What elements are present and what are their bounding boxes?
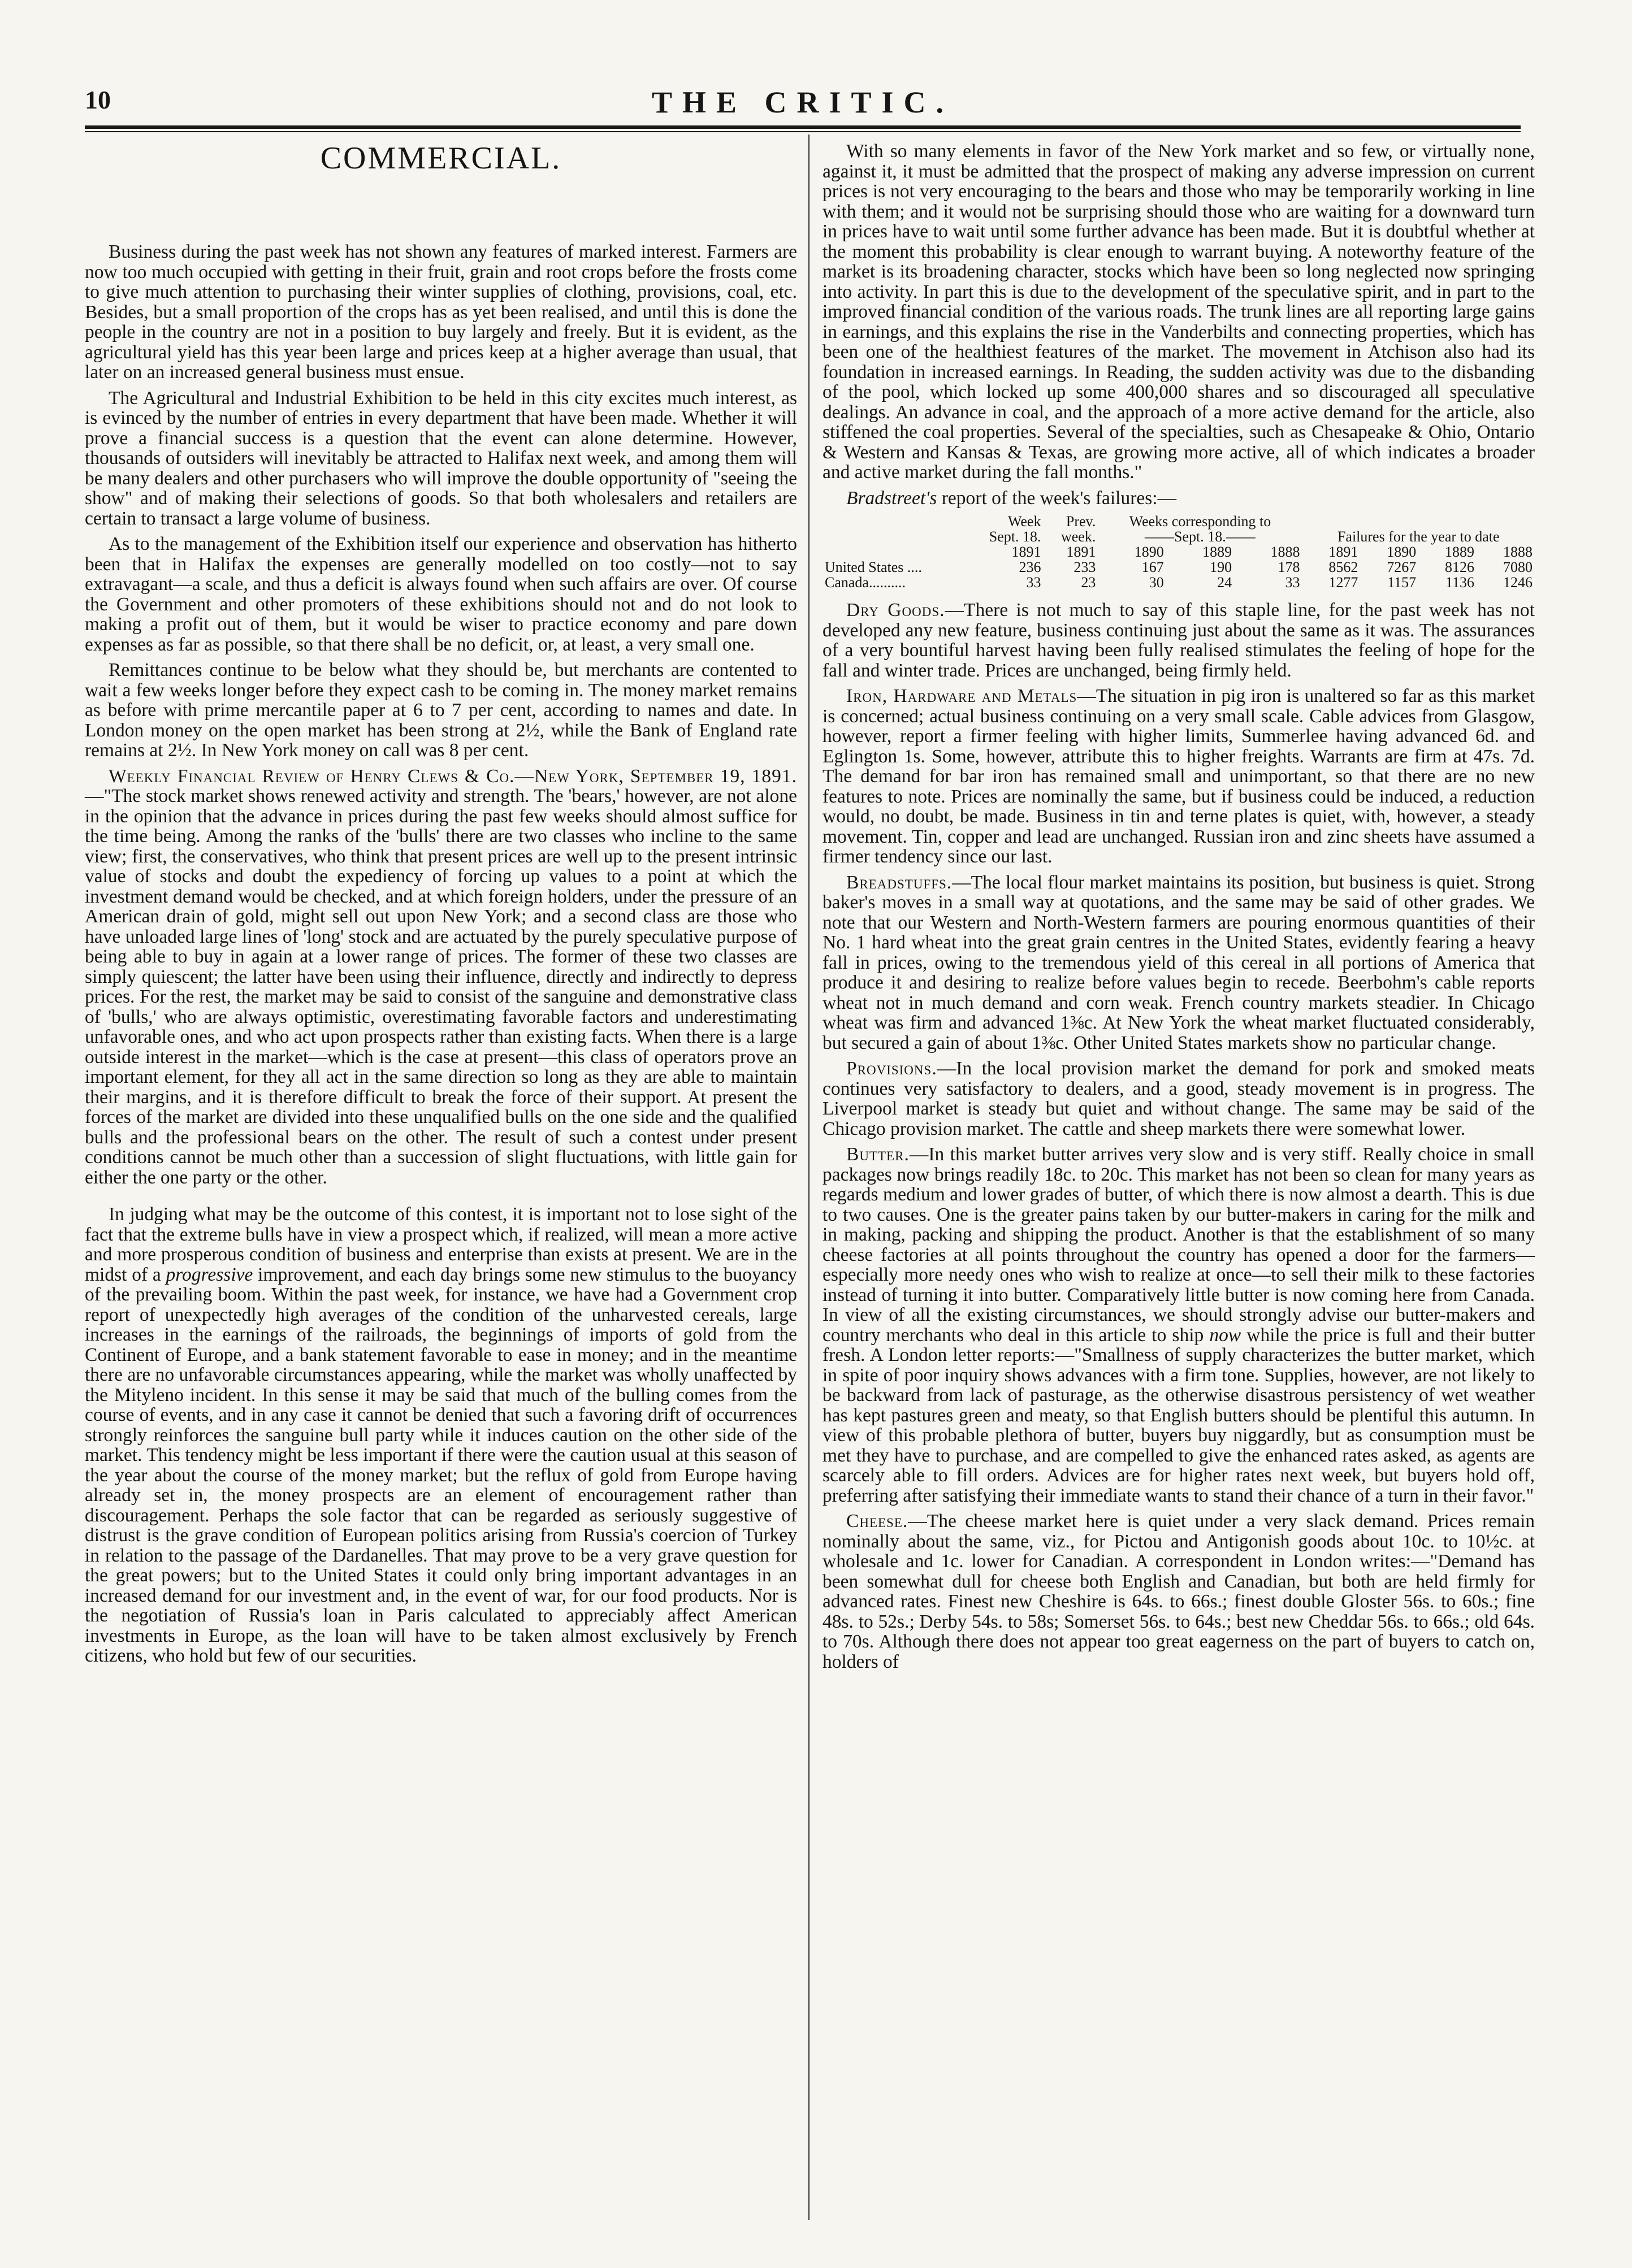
table-cell: 178 [1278,559,1300,575]
table-cell: 1246 [1503,574,1533,591]
butter-emphasis: now [1209,1324,1241,1346]
table-year: 1891 [1011,544,1041,560]
header-rule-thin [85,131,1521,132]
table-cell: 236 [1019,559,1041,575]
table-row [823,560,1535,575]
outcome-text-b: improvement, and each day brings some new stimulus to the buoyancy of the prevailing boom. Within the past week, for instance, we have had a Government crop report of unexpectedly high averages of the condition of the unharvested cereals, large increases in the earnings of the railroads, the beginnings of imports of gold from the Continent of Europe, and a bank statement favorable to ease in money; and in the meantime there are no unfavorable circumstances appearing, while the market was wholly unaffected by the Mityleno incident. In this sense it may be said that much of the bulling comes from the course of events, and in any case it cannot be denied that such a favoring drift of occurrences strongly reinforces the sanguine bull party while it induces caution on the other side of the market. This tendency might be less important if there were the caution usual at this season of the year about the course of the money market; but the reflux of gold from Europe having already set in, the money prospects are an element of encouragement rather than discouragement. Perhaps the sole factor that can be regarded as seriously suggestive of distrust is the grave condition of European politics arising from Russia's coercion of Turkey in relation to the passage of the Dardanelles. That may prove to be a very grave question for the great powers; but to the United States it could only bring important advantages in an increased demand for our investment and, in the event of war, for our food products. Nor is the negotiation of Russia's loan in Paris calculated to appreciably affect American investments in Europe, as the loan will have to be taken almost exclusively by French citizens, who hold but few of our securities. [85,1264,797,1666]
table-cell: 7267 [1387,559,1417,575]
table-year: 1891 [1066,544,1096,560]
outcome-text-a: In judging what may be the outcome of this contest, it is important not to lose sight of the fact that the extreme bulls have in view a prospect which, if realized, will mean a more active and more prosperous condition of business and enterprise than exists at present. We are in the midst of a [85,1204,797,1285]
table-header-row [823,514,1535,529]
table-year: 1888 [1503,544,1533,560]
paragraph-exhibition: The Agricultural and Industrial Exhibition to be held in this city excites much interest, as is evinced by the number of entries in every department that have been made. Whether it will prove a financial success is a question that the event can alone determine. However, thousands of outsiders will inevitably be attracted to Halifax next week, and among them will be many dealers and other purchasers who will improve the double opportunity of "seeing the show" and of making their selections of goods. So that both wholesalers and retailers are certain to transact a large volume of business. [85,387,797,529]
table-cell: 8126 [1445,559,1475,575]
paragraph-remittances: Remittances continue to be below what they should be, but merchants are contented to wait a few weeks longer before they expect cash to be coming in. The money market remains as before with prime mercantile paper at 6 to 7 per cent, according to names and date. In London money on the open market has been strong at 2½, while the Bank of England rate remains at 2½. In New York money on call was 8 per cent. [85,660,797,761]
paragraph-provisions [823,1059,1535,1139]
left-column [85,141,797,1672]
table-row-label: Canada.......... [825,574,906,591]
table-cell: 1157 [1387,574,1417,591]
table-cell: 190 [1210,559,1232,575]
table-cell: 233 [1073,559,1096,575]
page-header [85,85,1521,119]
paragraph-outcome [85,1204,797,1666]
breadstuffs-heading: Breadstuffs. [846,871,953,893]
clews-review-text: —"The stock market shows renewed activity and strength. The 'bears,' however, are not alone in the opinion that the advance in prices during the past few weeks should almost suffice for the time being. Among the ranks of the 'bulls' there are two classes who incline to the same view; first, the conservatives, who think that present prices are well up to the present intrinsic value of stocks and doubt the expediency of forcing up values to a point at which the investment demand would be checked, and at which foreign holders, under the pressure of an American drain of gold, might sell out upon New York; and a second class are those who have unloaded large lines of 'long' stock and are actuated by the purely speculative purpose of being able to buy in again at a lower range of prices. The former of these two classes are simply quiescent; the latter have been using their influence, directly and indirectly to depress prices. For the rest, the market may be said to consist of the sanguine and demonstrative class of 'bulls,' who are always optimistic, overestimating favorable factors and underestimating unfavorable ones, and who act upon prospects rather than existing facts. When there is a large outside interest in the market—which is the case at present—this class of operators prove an important element, for they all act in the same direction so long as they are able to maintain their margins, and it is therefore difficult to break the force of their support. At present the forces of the market are divided into these unqualified bulls on the one side and the qualified bulls and the professional bears on the other. The result of such a contest under present conditions cannot be much other than a succession of slight fluctuations, with little gain for either the one party or the other. [85,786,797,1188]
table-row [823,575,1535,590]
paragraph-iron-hardware [823,686,1535,867]
table-header-row [823,529,1535,544]
table-year: 1890 [1387,544,1417,560]
table-header: ——Sept. 18.—— [1145,528,1256,545]
table-cell: 33 [1285,574,1300,591]
paragraph-dry-goods [823,600,1535,680]
masthead-title: THE CRITIC. [651,85,954,119]
table-header: Weeks corresponding to [1129,513,1271,530]
failures-caption [823,488,1535,509]
paragraph-breadstuffs [823,873,1535,1053]
cheese-text: —The cheese market here is quiet under a very slack demand. Prices remain nominally about the same, viz., for Pictou and Antigonish goods about 10c. to 10½c. at wholesale and 1c. lower for Canadian. A correspondent in London writes:—"Demand has been somewhat dull for cheese both English and Canadian, but both are held firmly for advanced rates. Finest new Cheshire is 64s. to 66s.; finest double Gloster 56s. to 60s.; fine 48s. to 52s.; Derby 54s. to 58s; Somerset 56s. to 64s.; best new Cheddar 56s. to 66s.; old 64s. to 70s. Although there does not appear too great eagerness on the part of buyers to catch on, holders of [823,1511,1535,1672]
table-year-row [823,544,1535,560]
table-header: Prev. [1066,513,1096,530]
table-year: 1889 [1202,544,1232,560]
paragraph-management: As to the management of the Exhibition itself our experience and observation has hitherto been that in Halifax the expenses are generally modelled on too costly—not to say extravagant—a scale, and thus a deficit is always found when such affairs are over. Of course the Government and other promoters of these exhibitions should not and do not look to making a profit out of them, but it would be wiser to practice economy and pare down expenses as far as possible, so that there shall be no deficit, or, at least, a very small one. [85,534,797,655]
table-year: 1890 [1134,544,1164,560]
table-year: 1891 [1328,544,1358,560]
right-column [823,141,1535,1677]
column-divider [808,135,809,2220]
table-row-label: United States .... [825,559,922,575]
paragraph-new-york-market: With so many elements in favor of the New York market and so few, or virtually none, against it, it must be admitted that the prospect of making any adverse impression on current prices is not very encouraging to the bears and those who may be temporarily working in line with them; and it would not be surprising should those who are waiting for a downward turn in prices have to wait until some further advance has been made. But it is doubtful whether at the moment this probability is clear enough to warrant buying. A noteworthy feature of the market is its broadening character, stocks which have been so long neglected now springing into activity. In part this is due to the development of the speculative spirit, and in part to the improved financial condition of the various roads. The trunk lines are all reporting large gains in earnings, and this explains the rise in the Vanderbilts and connecting properties, which has been one of the healthiest features of the market. The movement in Atchison also had its foundation in increased earnings. In Reading, the sudden activity was due to the disbanding of the pool, which locked up some 400,000 shares and so discouraged all speculative dealings. An advance in coal, and the approach of a more active demand for the article, also stiffened the coal properties. Several of the specialties, such as Chesapeake & Ohio, Ontario & Western and Kansas & Texas, are growing more active, all of which indicates a broader and active market during the fall months." [823,141,1535,483]
butter-text-b: while the price is full and their butter fresh. A London letter reports:—"Smallness of supply characterizes the butter market, which in spite of poor inquiry shows advances with a firm tone. Supplies, however, are not likely to be backward from lack of pasturage, as the otherwise disastrous persistency of wet weather has kept pastures green and meaty, so that English butters should be plentiful this autumn. In view of this probable plethora of butter, buyers buy niggardly, but as consumption must be met they have to purchase, and are compelled to give the enhanced rates asked, as agents are scarcely able to fill orders. Advices are for higher rates next week, but buyers hold off, preferring after satisfying their immediate wants to stand their chance of a turn in their favor." [823,1324,1535,1506]
table-cell: 167 [1141,559,1164,575]
section-title: COMMERCIAL. [320,141,562,176]
dry-goods-text: —There is not much to say of this staple line, for the past week has not developed any new feature, business continuing just about the same as it was. The assurances of a very bountiful harvest having been fully realised stimulates the feeling of hope for the fall and winter trade. Prices are unchanged, being firmly held. [823,600,1535,681]
iron-heading: Iron, Hardware and Metals [846,686,1077,706]
paragraph-cheese [823,1511,1535,1672]
butter-heading: Butter. [846,1144,910,1165]
outcome-emphasis: progressive [166,1264,253,1285]
table-cell: 1136 [1445,574,1475,591]
provisions-heading: Provisions. [846,1058,937,1079]
table-header: Sept. 18. [989,528,1041,545]
table-year: 1888 [1270,544,1300,560]
butter-text-a: —In this market butter arrives very slow and is very stiff. Really choice in small packages now brings readily 18c. to 20c. This market has not been so clean for many years as regards medium and lower grades of butter, of which there is now almost a dearth. This is due to two causes. One is the greater pains taken by our butter-makers in caring for the milk and in making, packing and shipping the product. Another is that the establishment of so many cheese factories at all points throughout the country has opened a door for the farmers—especially more needy ones who wish to realize at once—to sell their milk to these factories instead of turning it into butter. Comparatively little butter is now coming here from Canada. In view of all the existing circumstances, we should strongly advise our butter-makers and country merchants who deal in this article to ship [823,1144,1535,1346]
paragraph-business: Business during the past week has not shown any features of marked interest. Farmers are now too much occupied with getting in their fruit, grain and root crops before the frosts come to give much attention to purchasing their winter supplies of clothing, provisions, coal, etc. Besides, but a small proportion of the crops has as yet been realised, and until this is done the people in the country are not in a position to buy largely and freely. But it is evident, as the agricultural yield has this year been large and prices keep at a higher average than usual, that later on an increased general business must ensue. [85,241,797,383]
dry-goods-heading: Dry Goods. [846,600,945,621]
table-cell: 7080 [1503,559,1533,575]
table-cell: 23 [1081,574,1096,591]
paragraph-butter [823,1144,1535,1506]
page-number: 10 [85,85,111,114]
cheese-heading: Cheese. [846,1511,908,1532]
provisions-text: —In the local provision market the demand for pork and smoked meats continues very satisfactory to dealers, and a good, steady movement is in progress. The Liverpool market is steady but quiet and without change. The same may be said of the Chicago provision market. The cattle and sheep markets there were somewhat lower. [823,1058,1535,1139]
paragraph-clews-review [85,766,797,1188]
table-year: 1889 [1445,544,1475,560]
table-header: Failures for the year to date [1337,528,1500,545]
clews-review-heading: Weekly Financial Review of Henry Clews & Co.—New York, September 19, 1891. [109,765,797,787]
iron-text: —The situation in pig iron is unaltered so far as this market is concerned; actual business continuing on a very small scale. Cable advices from Glasgow, however, report a firmer feeling with higher limits, Summerlee having advanced 6d. and Eglington 1s. Some, however, attribute this to higher freights. Warrants are firm at 47s. 7d. The demand for bar iron has remained small and unimportant, so that there are no new features to note. Prices are nominally the same, but if business could be induced, a reduction would, no doubt, be made. Business in tin and terne plates is quiet, with, however, a steady movement. Tin, copper and lead are unchanged. Russian iron and zinc sheets have assumed a firmer tendency since our last. [823,686,1535,867]
header-rule [85,125,1521,129]
table-cell: 33 [1026,574,1041,591]
table-header: week. [1060,528,1096,545]
failures-table [823,514,1535,590]
table-cell: 30 [1149,574,1164,591]
table-cell: 8562 [1328,559,1358,575]
breadstuffs-text: —The local flour market maintains its position, but business is quiet. Strong baker's moves in a small way at quotations, and the same may be said of other grades. We note that our Western and North-Western farmers are pouring enormous quantities of their No. 1 hard wheat into the great grain centres in the United States, evidently fearing a heavy fall in prices, owing to the tremendous yield of this cereal in all portions of America that produce it and desiring to realize before values begin to recede. Beerbohm's cable reports wheat not in much demand and corn weak. French country markets steadier. In Chicago wheat was firm and advanced 1⅜c. At New York the wheat market fluctuated considerably, but secured a gain of about 1⅜c. Other United States markets show no particular change. [823,871,1535,1053]
table-cell: 1277 [1328,574,1358,591]
bradstreets-name: Bradstreet's [846,487,937,509]
table-header: Week [1007,513,1041,530]
table-cell: 24 [1217,574,1232,591]
failures-caption-text: report of the week's failures:— [937,487,1177,509]
